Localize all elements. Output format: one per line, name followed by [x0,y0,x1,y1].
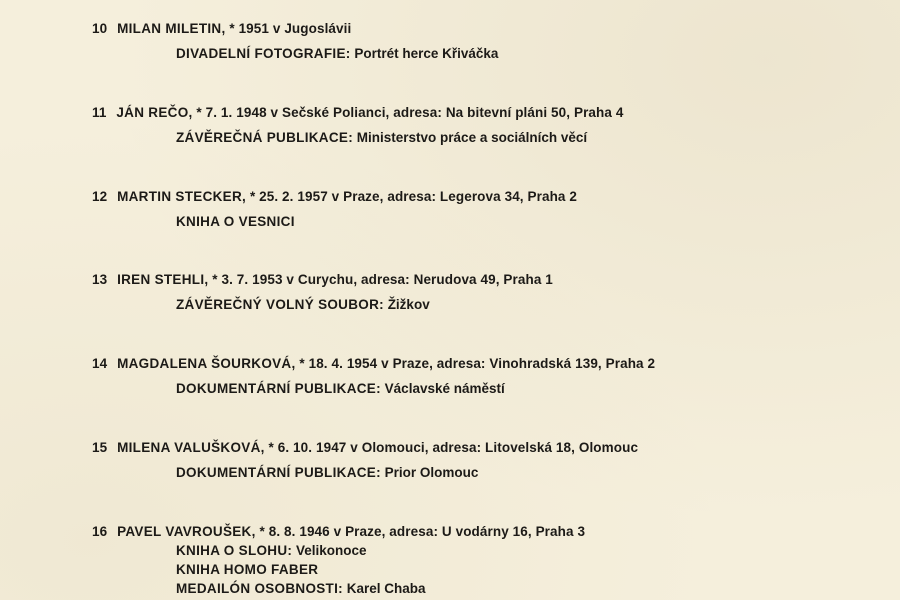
author-name: MAGDALENA ŠOURKOVÁ, [117,356,296,371]
work-category: MEDAILÓN OSOBNOSTI: [176,581,343,596]
author-details: * 7. 1. 1948 v Sečské Polianci, adresa: Na bitevní pláni 50, Praha 4 [196,105,624,120]
entry-14 [92,355,872,398]
entry-number: 15 [92,440,108,455]
work-title: Velikonoce [295,543,367,558]
work-line [176,295,872,314]
work-category: DOKUMENTÁRNÍ PUBLIKACE: [176,465,381,480]
work-line [176,379,872,398]
entry-number: 11 [92,105,107,120]
entry-number: 16 [92,524,108,539]
entry-number: 10 [92,21,108,36]
entry-number: 13 [92,272,108,287]
work-category: ZÁVĚREČNÁ PUBLIKACE: [176,130,354,145]
entry-13 [92,271,872,314]
work-title: Ministerstvo práce a sociálních věcí [356,130,588,145]
author-details: * 3. 7. 1953 v Curychu, adresa: Nerudova 49, Praha 1 [212,272,553,287]
entry-heading [92,439,872,457]
entry-heading [92,188,872,206]
author-name: PAVEL VAVROUŠEK, [117,524,256,539]
author-name: MILENA VALUŠKOVÁ, [117,440,265,455]
work-title: Portrét herce Křiváčka [354,46,499,61]
work-line [176,212,872,231]
entry-15 [92,439,872,482]
author-details: * 1951 v Jugoslávii [229,21,352,36]
entry-16 [92,523,872,598]
work-line [176,579,872,598]
work-category: KNIHA O VESNICI [176,214,295,229]
author-name: IREN STEHLI, [117,272,209,287]
entry-heading [92,104,872,122]
entry-number: 12 [92,189,108,204]
author-name: MILAN MILETIN, [117,21,226,36]
entry-heading [92,20,872,38]
work-title: Václavské náměstí [384,381,505,396]
work-title: Žižkov [387,297,430,312]
author-details: * 25. 2. 1957 v Praze, adresa: Legerova 34, Praha 2 [249,189,577,204]
entry-heading [92,271,872,289]
author-details: * 8. 8. 1946 v Praze, adresa: U vodárny 16, Praha 3 [259,524,586,539]
work-category: KNIHA HOMO FABER [176,562,319,577]
author-details: * 6. 10. 1947 v Olomouci, adresa: Litovelská 18, Olomouc [268,440,639,455]
entry-11 [92,104,872,147]
author-details: * 18. 4. 1954 v Praze, adresa: Vinohradská 139, Praha 2 [299,356,656,371]
author-name: MARTIN STECKER, [117,189,247,204]
work-title: Karel Chaba [346,581,426,596]
author-name: JÁN REČO, [116,105,193,120]
work-line [176,44,872,63]
work-line [176,463,872,482]
work-line [176,128,872,147]
work-category: KNIHA O SLOHU: [176,543,293,558]
work-line [176,560,872,579]
entry-heading [92,523,872,541]
work-category: DIVADELNÍ FOTOGRAFIE: [176,46,351,61]
work-line [176,541,872,560]
entry-heading [92,355,872,373]
entry-10 [92,20,872,63]
entry-12 [92,188,872,231]
work-category: ZÁVĚREČNÝ VOLNÝ SOUBOR: [176,297,384,312]
work-title: Prior Olomouc [384,465,479,480]
entry-number: 14 [92,356,108,371]
work-category: DOKUMENTÁRNÍ PUBLIKACE: [176,381,381,396]
